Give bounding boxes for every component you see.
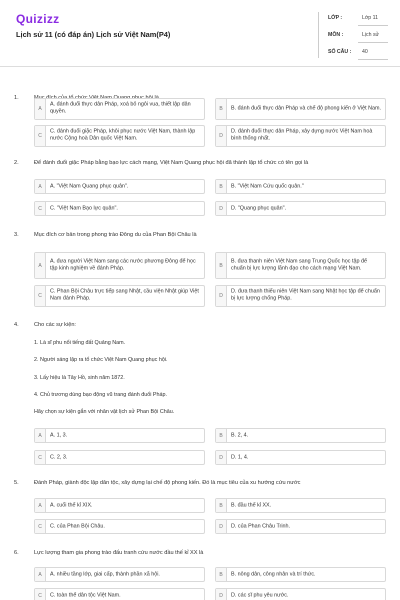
option-text: A. đưa người Việt Nam sang các nước phương Đông để học tập kinh nghiệm về đánh Pháp.	[50, 258, 196, 272]
option-badge: D	[216, 451, 227, 464]
meta-subject-row	[322, 27, 388, 44]
option-badge: C	[35, 589, 46, 600]
option-text: C. 2, 3.	[50, 453, 68, 460]
meta-class-label: LỚP :	[328, 15, 343, 21]
option-badge: D	[216, 126, 227, 146]
option-badge: A	[35, 568, 46, 581]
option-text: C. của Phan Bội Châu.	[50, 522, 105, 529]
option-c[interactable]	[34, 588, 205, 600]
option-text: D. 1, 4.	[231, 453, 249, 460]
option-badge: B	[216, 429, 227, 442]
option-text: D. đánh đuổi thực dân Pháp, xây dựng nước Việt Nam hoà bình thống nhất.	[231, 128, 373, 142]
option-d[interactable]	[215, 588, 386, 600]
option-c[interactable]	[34, 125, 205, 147]
worksheet-header	[0, 0, 400, 66]
question-number: 1.	[14, 95, 19, 101]
option-a[interactable]	[34, 98, 205, 120]
option-badge: D	[216, 286, 227, 306]
question-number: 4.	[14, 322, 19, 328]
option-badge: D	[216, 589, 227, 600]
option-badge: B	[216, 253, 227, 278]
option-badge: B	[216, 99, 227, 119]
meta-class-row	[322, 10, 388, 27]
option-badge: A	[35, 429, 46, 442]
question-text: Đánh Pháp, giành độc lập dân tộc, xây dựng lại chế độ phong kiến. Đó là mục tiêu của xu hướng cứu nước	[34, 480, 301, 486]
option-badge: B	[216, 180, 227, 193]
option-text: D. "Quang phục quân".	[231, 204, 287, 211]
option-b[interactable]	[215, 179, 386, 194]
option-text: D. đưa thanh thiếu niên Việt Nam sang Nhật học tập để chuẩn bị lực lượng chống Pháp.	[231, 288, 380, 302]
meta-count-label: SỐ CÂU :	[328, 49, 352, 55]
meta-count-value: 40	[362, 49, 368, 55]
meta-count-row	[322, 44, 388, 61]
option-b[interactable]	[215, 98, 386, 120]
option-text: A. đánh đuổi thực dân Pháp, xoá bỏ ngôi vua, thiết lập dân quyền.	[50, 101, 191, 115]
option-text: A. nhiều tầng lớp, giai cấp, thành phần xã hội.	[50, 570, 160, 577]
option-text: D. của Phan Châu Trinh.	[231, 522, 291, 529]
meta-subject-label: MÔN :	[328, 32, 344, 38]
question-text: Để đánh đuổi giặc Pháp bằng bạo lực cách mạng, Việt Nam Quang phục hội đã thành lập tổ chức có tên gọi là	[34, 160, 309, 166]
option-badge: A	[35, 99, 46, 119]
header-divider	[318, 12, 319, 58]
option-d[interactable]	[215, 519, 386, 534]
option-text: A. "Việt Nam Quang phục quân".	[50, 182, 129, 189]
option-badge: A	[35, 180, 46, 193]
question-text: Lực lượng tham gia phong trào đấu tranh cứu nước đầu thế kỉ XX là	[34, 550, 204, 556]
statement-3: 3. Lấy hiệu là Tây Hồ, sinh năm 1872.	[34, 375, 125, 381]
option-badge: B	[216, 499, 227, 512]
meta-class-value: Lớp 11	[362, 15, 378, 21]
statement-2: 2. Người sáng lập ra tổ chức Việt Nam Quang phục hội.	[34, 357, 168, 363]
option-a[interactable]	[34, 498, 205, 513]
option-text: C. "Việt Nam Bạo lực quân".	[50, 204, 118, 211]
option-text: C. toàn thể dân tộc Việt Nam.	[50, 591, 121, 598]
option-d[interactable]	[215, 125, 386, 147]
option-text: C. Phan Bội Châu trực tiếp sang Nhật, cầu viện Nhật giúp Việt Nam đánh Pháp.	[50, 288, 199, 302]
question-text: Cho các sự kiện:	[34, 322, 76, 328]
option-c[interactable]	[34, 201, 205, 216]
question-text: Mục đích cơ bản trong phong trào Đông du của Phan Bội Châu là	[34, 232, 197, 238]
quizizz-logo: Quizizz	[16, 12, 60, 26]
option-badge: D	[216, 202, 227, 215]
option-badge: C	[35, 451, 46, 464]
option-c[interactable]	[34, 450, 205, 465]
option-a[interactable]	[34, 567, 205, 582]
option-badge: A	[35, 499, 46, 512]
option-badge: A	[35, 253, 46, 278]
option-c[interactable]	[34, 285, 205, 307]
option-b[interactable]	[215, 252, 386, 279]
statement-1: 1. Là sĩ phu nổi tiếng đất Quảng Nam.	[34, 340, 126, 346]
option-badge: C	[35, 202, 46, 215]
option-b[interactable]	[215, 428, 386, 443]
option-text: B. 2, 4.	[231, 431, 249, 438]
question-number: 5.	[14, 480, 19, 486]
option-c[interactable]	[34, 519, 205, 534]
option-text: A. cuối thế kỉ XIX.	[50, 501, 93, 508]
option-badge: B	[216, 568, 227, 581]
option-badge: C	[35, 520, 46, 533]
option-text: A. 1, 3.	[50, 431, 68, 438]
option-a[interactable]	[34, 428, 205, 443]
meta-subject-value: Lịch sử	[362, 32, 380, 38]
statement-4: 4. Chủ trương dùng bạo động vũ trang đánh đuổi Pháp.	[34, 392, 168, 398]
option-text: B. đánh đuổi thực dân Pháp và chế độ phong kiến ở Việt Nam.	[231, 105, 381, 112]
question-number: 6.	[14, 550, 19, 556]
worksheet-title: Lịch sử 11 (có đáp án) Lịch sử Việt Nam(P4)	[16, 30, 171, 39]
header-rule	[0, 66, 400, 67]
option-d[interactable]	[215, 201, 386, 216]
option-a[interactable]	[34, 179, 205, 194]
statement-prompt: Hãy chọn sự kiện gắn với nhân vật lịch sử Phan Bội Châu.	[34, 409, 175, 415]
option-b[interactable]	[215, 567, 386, 582]
option-badge: C	[35, 126, 46, 146]
option-b[interactable]	[215, 498, 386, 513]
option-badge: D	[216, 520, 227, 533]
option-text: B. đầu thế kỉ XX.	[231, 501, 272, 508]
option-text: B. "Việt Nam Cứu quốc quân."	[231, 182, 304, 189]
option-text: B. đưa thanh niên Việt Nam sang Trung Quốc học tập để chuẩn bị lực lượng lãnh đạo cho cách mạng Việt Nam.	[231, 258, 367, 272]
option-text: C. đánh đuổi giặc Pháp, khôi phục nước Việt Nam, thành lập nước Cộng hoà Dân quốc Việt Nam.	[50, 128, 196, 142]
option-badge: C	[35, 286, 46, 306]
option-text: B. nông dân, công nhân và trí thức.	[231, 570, 316, 577]
option-d[interactable]	[215, 285, 386, 307]
option-text: D. các sĩ phu yêu nước.	[231, 591, 289, 598]
worksheet-meta	[322, 10, 388, 61]
option-a[interactable]	[34, 252, 205, 279]
question-number: 2.	[14, 160, 19, 166]
option-d[interactable]	[215, 450, 386, 465]
question-number: 3.	[14, 232, 19, 238]
